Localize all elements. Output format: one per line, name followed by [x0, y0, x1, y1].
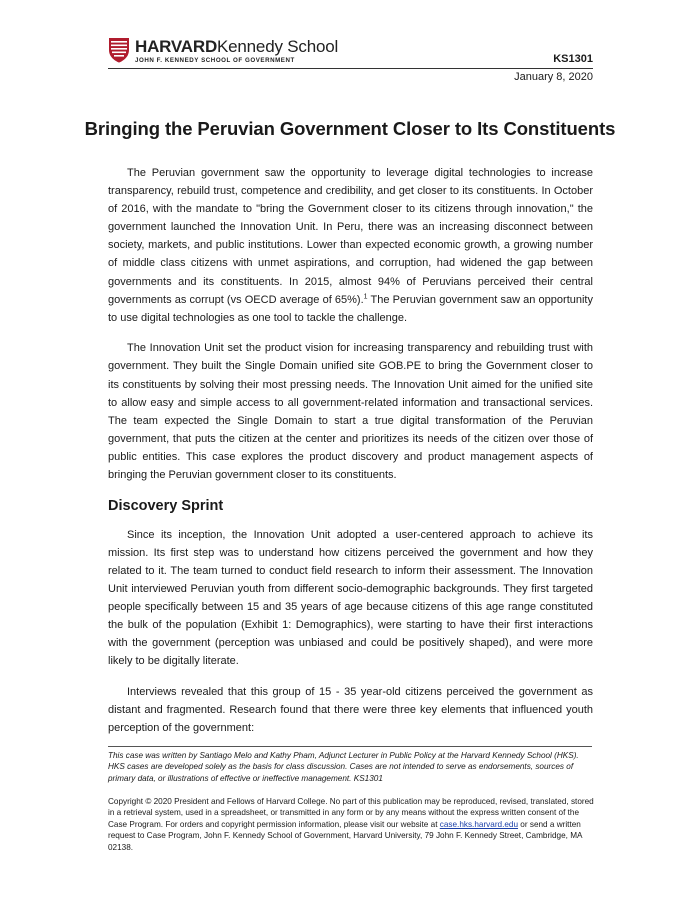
- paragraph: The Peruvian government saw the opportunity to leverage digital technologies to increase transparency, rebuild trust, competence and credibility, and get closer to its constituents. In October of 2016, with the mandate to "bring the Government closer to its citizens through innovation," the government launched the Innovation Unit. In Peru, there was an increasing disconnect between society, markets, and public institutions. Lower than expected economic growth, a growing number of middle class citizens with unmet aspirations, and corruption, had widened the gap between governments and its constituents. In 2015, almost 94% of Peruvians perceived their central governments as corrupt (vs OECD average of 65%).$^1$ The Peruvian government saw an opportunity to use digital technologies as one tool to tackle the challenge.: [108, 167, 593, 324]
- footnote-divider: [108, 746, 592, 747]
- case-code: KS1301: [553, 53, 593, 65]
- org-name: HARVARDKennedy School: [135, 37, 339, 56]
- brand-text: [135, 37, 338, 64]
- footnote-marker[interactable]: 1: [363, 293, 368, 300]
- harvard-shield-icon: [108, 37, 130, 63]
- paragraph: Interviews revealed that this group of 15 - 35 year-old citizens perceived the government as distant and fragmented. Research found that there were three key elements that influenced youth perception of the government:: [108, 685, 593, 735]
- paragraph: The Innovation Unit set the product vision for increasing transparency and rebuilding trust with government. They built the Single Domain unified site GOB.PE to bring the Government closer to its constituents by solving their most pressing needs. The Innovation Unit aimed for the unified site to allow easy and simple access to all government-related information and transactional services. The team expected the Single Domain to start a true digital transformation of the Peruvian government, that puts the citizen at the center and prioritizes its needs of the citizen over those of public entities. This case explores the product discovery and product management aspects of bringing the Peruvian government closer to its constituents.: [108, 342, 593, 481]
- document-title: Bringing the Peruvian Government Closer to Its Constituents: [84, 118, 616, 139]
- case-date: January 8, 2020: [514, 71, 593, 83]
- case-program-link[interactable]: case.hks.harvard.edu: [439, 819, 519, 829]
- org-subtitle: JOHN F. KENNEDY SCHOOL OF GOVERNMENT: [135, 57, 295, 64]
- document-body: [108, 164, 593, 750]
- header-divider: [108, 68, 593, 69]
- hks-logo: [108, 37, 338, 64]
- section-heading: Discovery Sprint: [108, 497, 224, 514]
- paragraph: Since its inception, the Innovation Unit adopted a user-centered approach to achieve its mission. Its first step was to understand how citizens perceived the government and how they related to it. The team turned to conduct field research to inform their assessment. The Innovation Unit interviewed Peruvian youth from different socio-demographic backgrounds. They first targeted people specifically between 15 and 35 years of age because citizens of this age range constituted the bulk of the population (Exhibit 1: Demographics), were starting to have their first interactions with the government (perception was unbiased and could be positively shaped), and were more likely to be digitally literate.: [108, 528, 593, 668]
- copyright-notice: Copyright © 2020 President and Fellows of Harvard College. No part of this publication may be reproduced, revised, translated, stored in a retrieval system, used in a spreadsheet, or transmitted in any form or by any means without the express written consent of the Case Program. For orders and copyright permission information, please visit our website at case.hks.harvard.edu or send a written request to Case Program, John F. Kennedy School of Government, Harvard University, 79 John F. Kennedy Street, Cambridge, MA 02138.: [108, 797, 594, 852]
- case-authorship-note: This case was written by Santiago Melo and Kathy Pham, Adjunct Lecturer in Public Policy at the Harvard Kennedy School (HKS). HKS cases are developed solely as the basis for class discussion. Cases are not intended to serve as endorsements, sources of primary data, or illustrations of effective or ineffective management. KS1301: [108, 751, 579, 783]
